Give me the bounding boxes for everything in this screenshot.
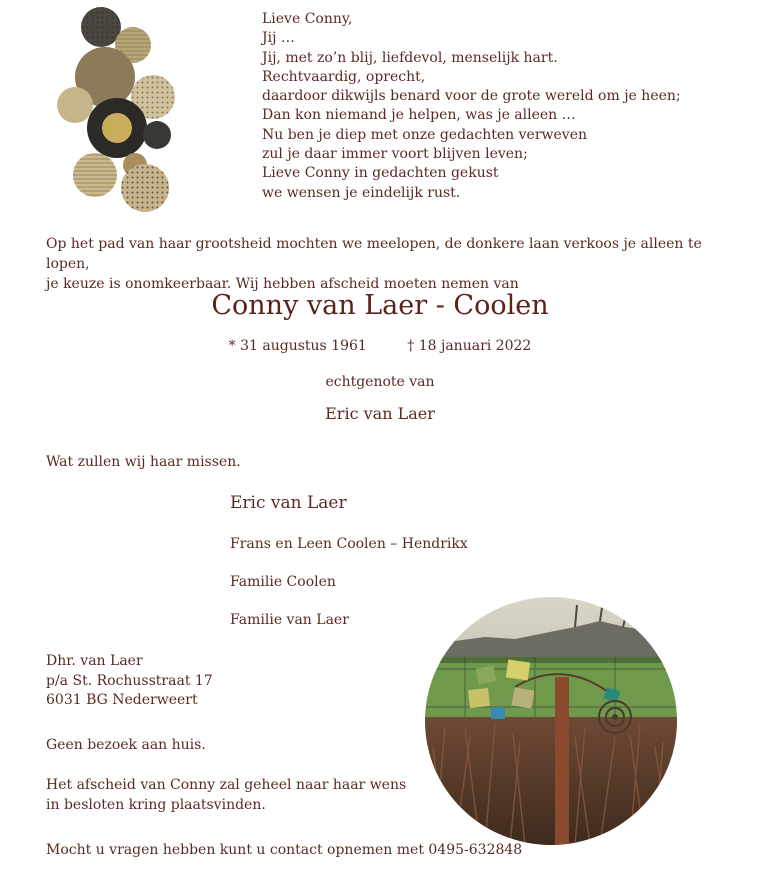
death-date: † 18 januari 2022 <box>407 338 532 354</box>
poem-line: we wensen je eindelijk rust. <box>262 184 461 201</box>
mourning-intro: Wat zullen wij haar missen. <box>46 454 241 470</box>
family-member: Eric van Laer <box>230 493 347 513</box>
visit-note: Geen bezoek aan huis. <box>46 737 206 753</box>
intro-text <box>46 234 726 294</box>
poem-line: Jij, met zo’n blij, liefdevol, menselijk hart. <box>262 49 558 66</box>
poem-line: Dan kon niemand je helpen, was je alleen … <box>262 107 576 124</box>
intro-line-1: Op het pad van haar grootsheid mochten we meelopen, de donkere laan verkoos je alleen te lopen, <box>46 236 702 272</box>
correspondence-address <box>46 652 213 711</box>
intro-line-2: je keuze is onomkeerbaar. Wij hebben afscheid moeten nemen van <box>46 276 519 292</box>
poem-line: Lieve Conny in gedachten gekust <box>262 165 499 182</box>
decorative-discs-illustration <box>55 5 180 215</box>
farewell-line: in besloten kring plaatsvinden. <box>46 796 266 813</box>
poem <box>262 10 681 203</box>
family-member: Familie van Laer <box>230 612 349 628</box>
poem-line: daardoor dikwijls benard voor de grote wereld om je heen; <box>262 88 681 105</box>
poem-line: Rechtvaardig, oprecht, <box>262 68 426 85</box>
poem-line: Nu ben je diep met onze gedachten verweven <box>262 126 587 143</box>
life-dates <box>0 338 760 354</box>
farewell-line: Het afscheid van Conny zal geheel naar haar wens <box>46 777 407 793</box>
poem-line: Jij … <box>262 30 295 47</box>
spouse-name: Eric van Laer <box>325 404 435 423</box>
address-line: Dhr. van Laer <box>46 653 143 669</box>
address-line: p/a St. Rochusstraat 17 <box>46 672 213 689</box>
birth-date: * 31 augustus 1961 <box>228 338 367 354</box>
address-line: 6031 BG Nederweert <box>46 692 198 708</box>
relation-label: echtgenote van <box>325 374 435 390</box>
contact-note: Mocht u vragen hebben kunt u contact opnemen met 0495-632848 <box>46 842 523 858</box>
poem-line: Lieve Conny, <box>262 11 353 27</box>
family-member: Familie Coolen <box>230 574 336 590</box>
farewell-note <box>46 776 406 815</box>
poem-line: zul je daar immer voort blijven leven; <box>262 146 528 163</box>
family-member: Frans en Leen Coolen – Hendrikx <box>230 536 468 552</box>
memorial-photo <box>425 597 677 845</box>
deceased-name: Conny van Laer - Coolen <box>211 290 549 321</box>
